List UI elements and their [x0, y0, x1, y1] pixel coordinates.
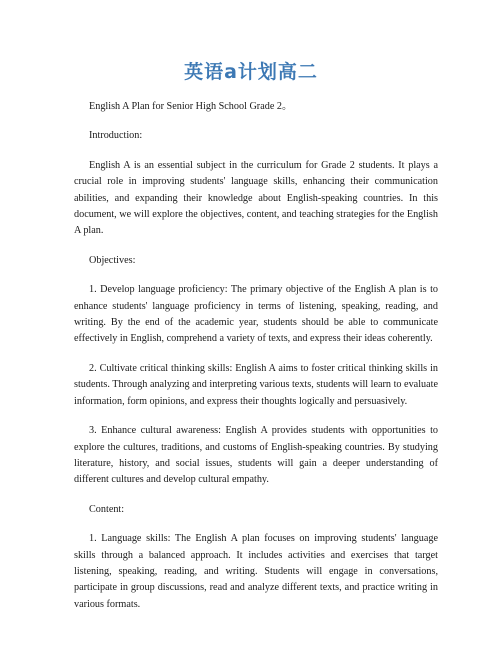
section-heading-objectives: Objectives:	[89, 254, 136, 266]
subtitle-line: English A Plan for Senior High School Grade 2。	[89, 101, 293, 112]
objective-item-1: 1. Develop language proficiency: The primary objective of the English A plan is to enhance students' language proficiency in terms of listening, speaking, reading, and writing. By the end of the academic year, students should be able to communicate effectively in English, comprehend a variety of texts, and express their ideas coherently.	[74, 284, 438, 345]
section-heading-introduction: Introduction:	[89, 130, 143, 142]
objective-item-2: 2. Cultivate critical thinking skills: English A aims to foster critical thinking skills in students. Through analyzing and interpreting various texts, students will learn to evaluate information, form opinions, and express their thoughts logically and persuasively.	[74, 362, 438, 407]
content-item-1: 1. Language skills: The English A plan focuses on improving students' language skills through a balanced approach. It includes activities and exercises that target listening, speaking, reading, and writing. Students will engage in conversations, participate in group discussions, read and analyze different texts, and practice writing in various formats.	[74, 533, 438, 610]
document-title: 英语a计划高二	[184, 61, 318, 83]
section-heading-content: Content:	[89, 503, 125, 515]
introduction-paragraph: English A is an essential subject in the curriculum for Grade 2 students. It plays a crucial role in improving students' language skills, enhancing their communication abilities, and expanding their knowledge about English-speaking countries. In this document, we will explore the objectives, content, and teaching strategies for the English A plan.	[74, 159, 438, 237]
objective-item-3: 3. Enhance cultural awareness: English A provides students with opportunities to explore the cultures, traditions, and customs of English-speaking countries. By studying literature, history, and social issues, students will gain a deeper understanding of different cultures and develop cultural empathy.	[74, 425, 438, 486]
document-body	[74, 99, 438, 626]
